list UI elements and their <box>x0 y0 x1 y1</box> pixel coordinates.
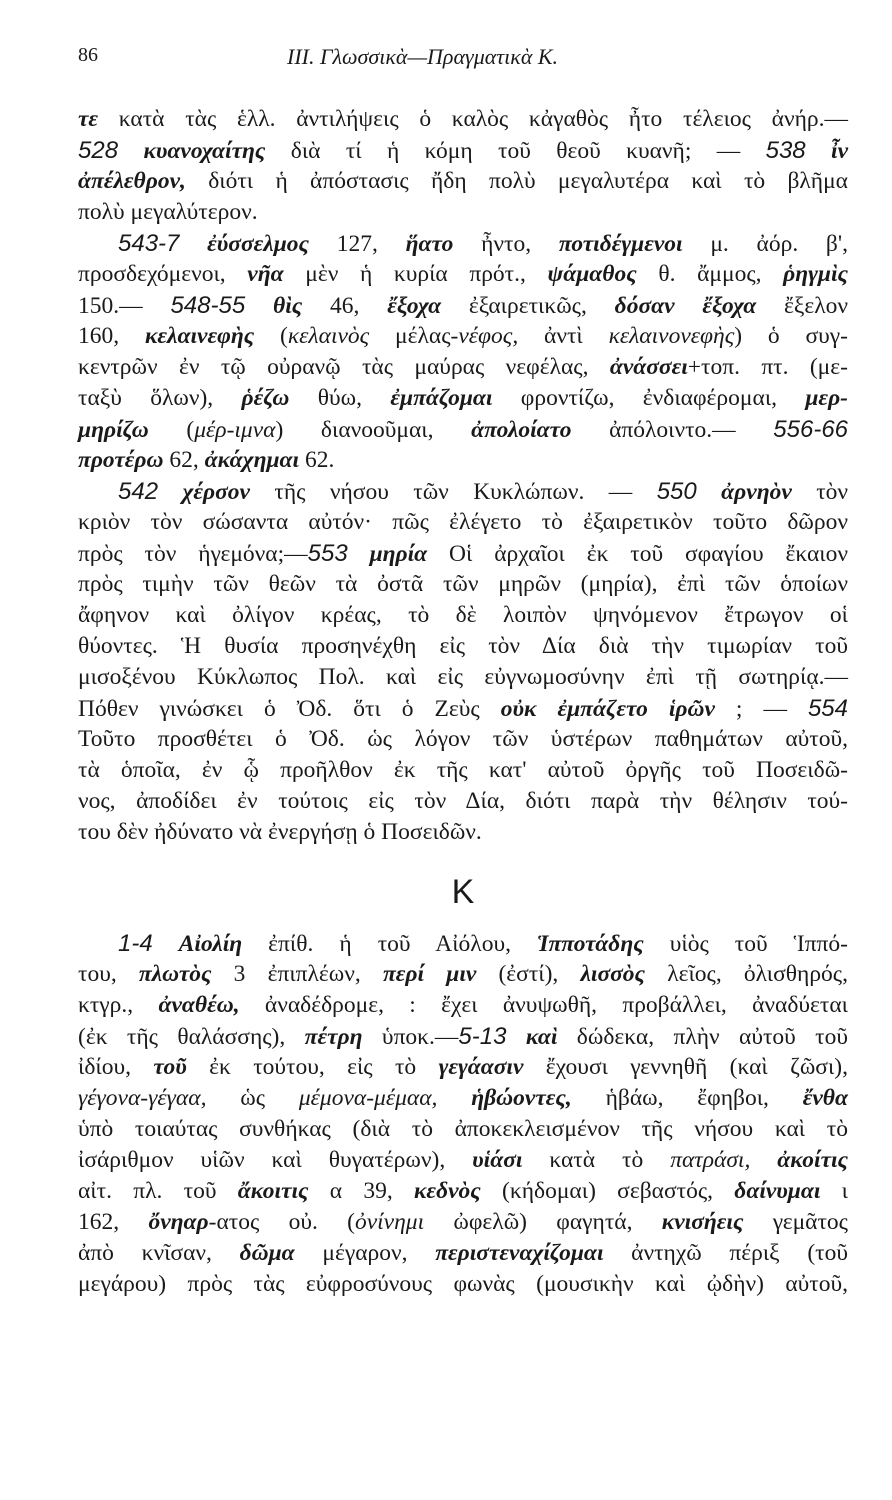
lemma-term: ἀνάσσει <box>609 354 688 380</box>
verse-reference: 1-4 <box>118 930 153 957</box>
text-line <box>78 786 848 817</box>
text-segment: ) διανοοῦμαι, <box>275 417 472 443</box>
commentary-block-k <box>78 928 848 1300</box>
lemma-term: ἀναθέω, <box>158 992 240 1018</box>
verse-reference: 553 <box>307 540 348 567</box>
text-segment: τὸν <box>791 479 849 505</box>
text-segment: ὠφελῶ) φαγητά, <box>424 1209 662 1235</box>
text-segment: κατὰ τὰς ἑλλ. ἀντιλήψεις ὁ καλὸς κἀγαθὸς ἦτο τέλειος ἀνήρ.— <box>98 106 848 132</box>
text-segment: τῆς νήσου τῶν Κυκλώπων. — <box>250 479 657 505</box>
lemma-term: Αἰολίη <box>178 931 243 957</box>
text-line <box>78 600 848 631</box>
text-segment: 3 ἐπιπλέων, <box>211 961 383 987</box>
text-line <box>78 1021 848 1052</box>
lemma-term: ἀκοίτις <box>777 1147 849 1173</box>
text-line <box>78 1052 848 1083</box>
page-number: 86 <box>78 44 98 66</box>
lemma-term: οὐκ ἐμπάζετο ἱρῶν <box>500 696 715 722</box>
lemma-term: μερ- <box>805 385 848 411</box>
text-line <box>78 569 848 600</box>
text-line <box>78 197 848 228</box>
text-segment: κριὸν τὸν σώσαντα αὐτόν· πῶς ἐλέγετο τὸ ἐξαιρετικὸν τοῦτο δῶρον <box>78 509 848 535</box>
text-segment: κελαινονεφὴς <box>608 323 735 349</box>
text-segment: (κήδομαι) σεβαστός, <box>480 1178 735 1204</box>
text-line <box>78 135 848 166</box>
lemma-term: ἄκοιτις <box>237 1178 309 1204</box>
lemma-term: δῶμα <box>239 1240 295 1266</box>
lemma-term: μηρίζω <box>78 417 149 443</box>
text-line <box>78 959 848 990</box>
text-segment: Οἱ ἀρχαῖοι ἐκ τοῦ σφαγίου ἔκαιον <box>427 541 848 567</box>
lemma-term: ἀπέλεθρον, <box>78 168 186 194</box>
text-segment: ) ὁ συγ- <box>734 323 848 349</box>
text-line <box>78 724 848 755</box>
text-line <box>78 928 848 959</box>
text-line <box>78 990 848 1021</box>
lemma-term: ἔνθα <box>802 1085 849 1111</box>
text-segment: μέγαρον, <box>294 1240 436 1266</box>
text-segment: κατὰ τὸ <box>522 1147 671 1173</box>
text-segment <box>245 293 273 319</box>
text-segment: ἐπίθ. ἡ τοῦ Αἰόλου, <box>242 931 537 957</box>
text-segment: μεγάρου) πρὸς τὰς εὐφροσύνους φωνὰς (μουσικὴν καὶ ᾠδὴν) αὐτοῦ, <box>78 1271 848 1297</box>
text-segment: +τοπ. πτ. (με- <box>687 354 848 380</box>
lemma-term: πλωτὸς <box>138 961 212 987</box>
text-segment: μέλας- <box>369 323 459 349</box>
lemma-term: χέρσον <box>182 479 250 505</box>
lemma-term: ὄνηαρ <box>148 1209 209 1235</box>
text-line <box>78 1145 848 1176</box>
lemma-term: νῆα <box>247 261 284 287</box>
lemma-term: κελαινεφὴς <box>144 323 255 349</box>
lemma-term: προτέρω <box>78 447 164 473</box>
text-segment: 127, <box>309 231 406 257</box>
lemma-term: ψάμαθος <box>547 261 637 287</box>
lemma-term: ἔξοχα <box>702 293 757 319</box>
text-line <box>78 1207 848 1238</box>
lemma-term: τε <box>78 106 99 132</box>
page-header <box>0 44 892 84</box>
text-segment: ἄφηνον καὶ ὀλίγον κρέας, τὸ δὲ λοιπὸν ψηνόμενον ἔτρωγον οἱ <box>78 602 848 628</box>
lemma-term: περιστεναχίζομαι <box>435 1240 604 1266</box>
text-segment: ὑπὸ τοιαύτας συνθήκας (διὰ τὸ ἀποκεκλεισμένον τῆς νήσου καὶ τὸ <box>78 1116 848 1142</box>
text-segment: διὰ τί ἡ κόμη τοῦ θεοῦ κυανῆ; — <box>265 138 766 164</box>
text-line <box>78 290 848 321</box>
text-segment: 162, <box>78 1209 149 1235</box>
page-body <box>78 104 848 1300</box>
lemma-term: κεδνὸς <box>413 1178 481 1204</box>
text-segment: κτγρ., <box>78 992 159 1018</box>
text-segment: ἀναδέδρομε, : ἔχει ἀνυψωθῆ, προβάλλει, ἀναδύεται <box>239 992 848 1018</box>
lemma-term: λισσὸς <box>580 961 646 987</box>
text-segment: ( <box>148 417 195 443</box>
verse-reference: 543-7 <box>118 230 180 257</box>
text-line <box>78 817 848 848</box>
text-line <box>78 538 848 569</box>
text-segment: δώδεκα, πλὴν αὐτοῦ τοῦ <box>557 1024 849 1050</box>
text-line <box>78 1238 848 1269</box>
text-segment: -ατος οὐ. ( <box>208 1209 355 1235</box>
text-line <box>78 321 848 352</box>
text-segment: ἡβάω, ἔφηβοι, <box>571 1085 803 1111</box>
lemma-term: κυανοχαίτης <box>143 138 266 164</box>
running-head: III. Γλωσσικὰ—Πραγματικὰ Κ. <box>287 44 559 69</box>
lemma-term: περί μιν <box>382 961 477 987</box>
lemma-term: Ἱπποτάδης <box>537 931 644 957</box>
lemma-term: ἐύσσελμος <box>207 231 309 257</box>
text-segment: μέμονα-μέμαα, <box>298 1085 438 1111</box>
text-segment: ἀντηχῶ πέριξ (τοῦ <box>603 1240 849 1266</box>
text-segment: ἀπόλοιντο.— <box>571 417 774 443</box>
lemma-term: ἀπολοίατο <box>471 417 572 443</box>
text-segment: ὑποκ.— <box>362 1024 459 1050</box>
text-segment <box>348 541 370 567</box>
text-segment: 46, <box>302 293 388 319</box>
text-segment: μέρ-ιμνα <box>194 417 276 443</box>
text-segment: φροντίζω, ἐνδιαφέρομαι, <box>492 385 806 411</box>
text-segment: υἱὸς τοῦ Ἱππό- <box>643 931 848 957</box>
text-segment: πρὸς τιμὴν τῶν θεῶν τὰ ὀστᾶ τῶν μηρῶν (μηρία), ἐπὶ τῶν ὁποίων <box>78 571 848 597</box>
lemma-term: ἐμπάζομαι <box>390 385 493 411</box>
text-line <box>78 1176 848 1207</box>
lemma-term: θὶς <box>273 293 303 319</box>
lemma-term: υἱάσι <box>472 1147 523 1173</box>
text-segment: θύω, <box>289 385 391 411</box>
text-line <box>78 414 848 445</box>
lemma-term: ποτιδέγμενοι <box>558 231 683 257</box>
lemma-term: καὶ <box>525 1024 558 1050</box>
verse-reference: 542 <box>118 478 159 505</box>
text-segment: κεντρῶν ἐν τῷ οὐρανῷ τὰς μαύρας νεφέλας, <box>78 354 610 380</box>
text-segment: ἦντο, <box>453 231 559 257</box>
lemma-term: πέτρη <box>304 1024 363 1050</box>
text-segment: ἀπὸ κνῖσαν, <box>78 1240 240 1266</box>
lemma-term: μηρία <box>369 541 428 567</box>
lemma-term: ἀκάχημαι <box>204 447 300 473</box>
text-line <box>78 1114 848 1145</box>
text-segment: θύοντες. Ἡ θυσία προσηνέχθη εἰς τὸν Δία διὰ τὴν τιμωρίαν τοῦ <box>78 633 848 659</box>
text-segment <box>153 931 179 957</box>
text-segment: γεμᾶτος <box>743 1209 848 1235</box>
text-segment: γέγονα-γέγαα, <box>78 1085 207 1111</box>
text-segment: (ἐκ τῆς θαλάσσης), <box>78 1024 305 1050</box>
text-segment: μ. ἀόρ. β', <box>682 231 849 257</box>
text-segment <box>675 293 703 319</box>
verse-reference: 528 <box>78 137 119 164</box>
text-segment: ὡς <box>206 1085 299 1111</box>
verse-reference: 556-66 <box>773 416 849 443</box>
lemma-term: ῥέζω <box>241 385 290 411</box>
text-segment: ἔχουσι γεννηθῆ (καὶ ζῶσι), <box>523 1054 848 1080</box>
text-line <box>78 693 848 724</box>
text-segment: ἰσάριθμον υἱῶν καὶ θυγατέρων), <box>78 1147 473 1173</box>
verse-reference: 554 <box>807 695 848 722</box>
text-segment: κελαινὸς <box>287 323 370 349</box>
text-line <box>78 755 848 786</box>
text-segment: του, <box>78 961 139 987</box>
text-segment: ἐξαιρετικῶς, <box>441 293 615 319</box>
text-segment: ἔξελον <box>756 293 849 319</box>
lemma-term: ἀρνηὸν <box>721 479 792 505</box>
text-segment: ι <box>820 1178 849 1204</box>
commentary-block-1 <box>78 104 848 848</box>
text-segment: Τοῦτο προσθέτει ὁ Ὀδ. ὡς λόγον τῶν ὑστέρων παθημάτων αὐτοῦ, <box>78 726 848 752</box>
lemma-term: ῥηγμὶς <box>783 261 849 287</box>
text-segment <box>158 479 182 505</box>
text-segment <box>750 1147 777 1173</box>
text-segment: πολὺ μεγαλύτερον. <box>78 199 258 225</box>
text-segment: ὀνίνημι <box>354 1209 425 1235</box>
text-segment <box>118 138 143 164</box>
text-line <box>78 259 848 290</box>
text-segment <box>697 479 721 505</box>
text-line <box>78 507 848 538</box>
text-segment: αἰτ. πλ. τοῦ <box>78 1178 238 1204</box>
text-segment: ἰδίου, <box>78 1054 154 1080</box>
text-segment: ; — <box>714 696 808 722</box>
lemma-term: γεγάασιν <box>438 1054 524 1080</box>
text-segment <box>806 138 831 164</box>
text-line <box>78 228 848 259</box>
text-segment: θ. ἄμμος, <box>636 261 784 287</box>
text-segment: μὲν ἡ κυρία πρότ., <box>283 261 548 287</box>
text-line <box>78 383 848 414</box>
text-segment: 62, <box>163 447 205 473</box>
lemma-term: κνισήεις <box>661 1209 744 1235</box>
text-segment: πατράσι, <box>670 1147 751 1173</box>
lemma-term: ἔξοχα <box>387 293 442 319</box>
text-segment <box>437 1085 471 1111</box>
text-segment: ἀντὶ <box>518 323 609 349</box>
text-segment: 62. <box>299 447 335 473</box>
lemma-term: δόσαν <box>614 293 675 319</box>
text-line <box>78 104 848 135</box>
lemma-term: ἥατο <box>405 231 454 257</box>
text-segment: του δὲν ἠδύνατο νὰ ἐνεργήσῃ ὁ Ποσειδῶν. <box>78 819 482 845</box>
text-segment: νέφος, <box>458 323 519 349</box>
lemma-term: δαίνυμαι <box>734 1178 821 1204</box>
text-segment <box>506 1024 525 1050</box>
text-line <box>78 1269 848 1300</box>
text-segment: τὰ ὁποῖα, ἐν ᾧ προῆλθον ἐκ τῆς κατ' αὐτοῦ ὀργῆς τοῦ Ποσειδῶ- <box>78 757 848 783</box>
text-segment <box>179 231 207 257</box>
text-segment: πρὸς τὸν ἡγεμόνα;— <box>78 541 308 567</box>
lemma-term: ἡβώοντες, <box>471 1085 572 1111</box>
text-segment: ( <box>254 323 288 349</box>
verse-reference: 5-13 <box>458 1023 507 1050</box>
text-segment: ταξὺ ὅλων), <box>78 385 242 411</box>
verse-reference: 538 <box>765 137 806 164</box>
lemma-term: τοῦ <box>153 1054 187 1080</box>
text-segment: διότι ἡ ἀπόστασις ἤδη πολὺ μεγαλυτέρα καὶ τὸ βλῆμα <box>185 168 848 194</box>
text-segment: μισοξένου Κύκλωπος Πολ. καὶ εἰς εὐγνωμοσύνην ἐπὶ τῇ σωτηρίᾳ.— <box>78 664 848 690</box>
text-line <box>78 166 848 197</box>
text-segment: ἐκ τούτου, εἰς τὸ <box>186 1054 439 1080</box>
text-line <box>78 631 848 662</box>
text-line <box>78 476 848 507</box>
text-line <box>78 445 848 476</box>
text-line <box>78 662 848 693</box>
verse-reference: 550 <box>656 478 697 505</box>
section-letter: Κ <box>451 873 475 911</box>
text-segment: (ἐστί), <box>476 961 581 987</box>
verse-reference: 548-55 <box>170 292 246 319</box>
text-line <box>78 352 848 383</box>
text-segment: λεῖος, ὀλισθηρός, <box>645 961 848 987</box>
text-segment: 150.— <box>78 293 171 319</box>
text-segment: 160, <box>78 323 145 349</box>
lemma-term: ἶν <box>831 138 849 164</box>
text-line <box>78 1083 848 1114</box>
text-segment: α 39, <box>308 1178 414 1204</box>
text-segment: προσδεχόμενοι, <box>78 261 248 287</box>
text-segment: νος, ἀποδίδει ἐν τούτοις εἰς τὸν Δία, διότι παρὰ τὴν θέλησιν τού- <box>78 788 848 814</box>
text-segment: Πόθεν γινώσκει ὁ Ὀδ. ὅτι ὁ Ζεὺς <box>78 696 501 722</box>
